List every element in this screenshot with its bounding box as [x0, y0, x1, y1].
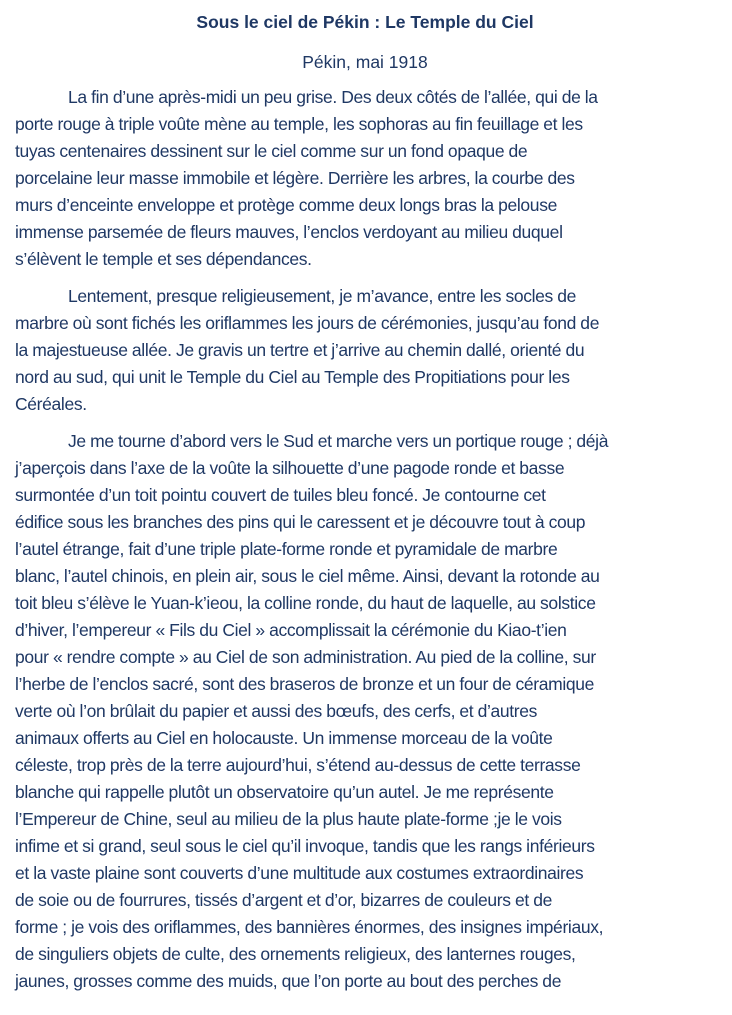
- paragraph-1: [15, 84, 715, 273]
- text-line: édifice sous les branches des pins qui le caressent et je découvre tout à coup: [15, 512, 586, 532]
- text-line: immense parsemée de fleurs mauves, l’enclos verdoyant au milieu duquel: [15, 222, 563, 242]
- text-line: et la vaste plaine sont couverts d’une multitude aux costumes extraordinaires: [15, 863, 584, 883]
- text-line: Céréales.: [15, 394, 87, 414]
- document-page: [15, 0, 715, 995]
- text-line: de singuliers objets de culte, des ornements religieux, des lanternes rouges,: [15, 944, 576, 964]
- text-line: porcelaine leur masse immobile et légère. Derrière les arbres, la courbe des: [15, 168, 575, 188]
- text-line: nord au sud, qui unit le Temple du Ciel au Temple des Propitiations pour les: [15, 367, 570, 387]
- paragraph-3: [15, 428, 715, 995]
- text-line: forme ; je vois des oriflammes, des bannières énormes, des insignes impériaux,: [15, 917, 604, 937]
- text-line: infime et si grand, seul sous le ciel qu’il invoque, tandis que les rangs inférieurs: [15, 836, 595, 856]
- text-line: Lentement, presque religieusement, je m’avance, entre les socles de: [68, 286, 577, 306]
- text-line: La fin d’une après-midi un peu grise. Des deux côtés de l’allée, qui de la: [68, 87, 598, 107]
- text-line: blanche qui rappelle plutôt un observatoire qu’un autel. Je me représente: [15, 782, 554, 802]
- paragraph-2: [15, 283, 715, 418]
- text-line: jaunes, grosses comme des muids, que l’on porte au bout des perches de: [15, 971, 562, 991]
- place-date: Pékin, mai 1918: [302, 52, 428, 72]
- text-line: tuyas centenaires dessinent sur le ciel comme sur un fond opaque de: [15, 141, 528, 161]
- text-line: surmontée d’un toit pointu couvert de tuiles bleu foncé. Je contourne cet: [15, 485, 546, 505]
- text-line: murs d’enceinte enveloppe et protège comme deux longs bras la pelouse: [15, 195, 557, 215]
- text-line: l’herbe de l’enclos sacré, sont des braseros de bronze et un four de céramique: [15, 674, 595, 694]
- text-line: l’Empereur de Chine, seul au milieu de la plus haute plate-forme ;je le vois: [15, 809, 562, 829]
- text-line: Je me tourne d’abord vers le Sud et marche vers un portique rouge ; déjà: [68, 431, 609, 451]
- document-title: Sous le ciel de Pékin : Le Temple du Ciel: [196, 12, 534, 32]
- text-line: de soie ou de fourrures, tissés d’argent et d’or, bizarres de couleurs et de: [15, 890, 552, 910]
- text-line: pour « rendre compte » au Ciel de son administration. Au pied de la colline, sur: [15, 647, 596, 667]
- text-line: céleste, trop près de la terre aujourd’hui, s’étend au-dessus de cette terrasse: [15, 755, 581, 775]
- text-line: toit bleu s’élève le Yuan-k’ieou, la colline ronde, du haut de laquelle, au solstice: [15, 593, 596, 613]
- text-line: d’hiver, l’empereur « Fils du Ciel » accomplissait la cérémonie du Kiao-t’ien: [15, 620, 567, 640]
- text-line: animaux offerts au Ciel en holocauste. Un immense morceau de la voûte: [15, 728, 553, 748]
- text-line: marbre où sont fichés les oriflammes les jours de cérémonies, jusqu’au fond de: [15, 313, 600, 333]
- text-line: s’élèvent le temple et ses dépendances.: [15, 249, 312, 269]
- text-line: verte où l’on brûlait du papier et aussi des bœufs, des cerfs, et d’autres: [15, 701, 538, 721]
- text-line: l’autel étrange, fait d’une triple plate-forme ronde et pyramidale de marbre: [15, 539, 558, 559]
- text-line: porte rouge à triple voûte mène au temple, les sophoras au fin feuillage et les: [15, 114, 583, 134]
- text-line: la majestueuse allée. Je gravis un tertre et j’arrive au chemin dallé, orienté du: [15, 340, 585, 360]
- text-line: j’aperçois dans l’axe de la voûte la silhouette d’une pagode ronde et basse: [15, 458, 565, 478]
- text-line: blanc, l’autel chinois, en plein air, sous le ciel même. Ainsi, devant la rotonde au: [15, 566, 600, 586]
